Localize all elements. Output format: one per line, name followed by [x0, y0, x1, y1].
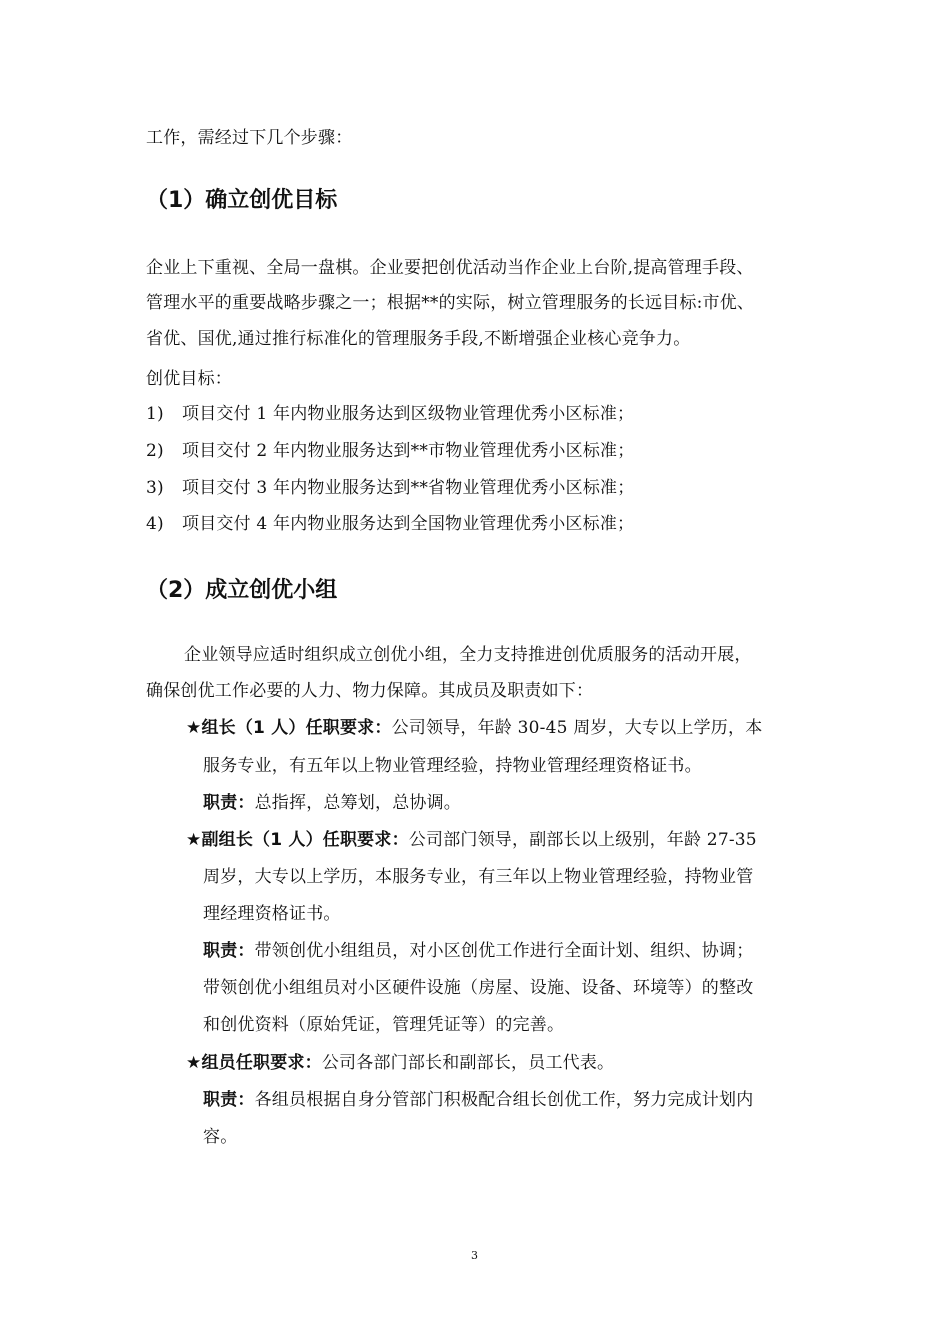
goal-number: 3) — [146, 478, 164, 498]
goal-number: 2) — [146, 441, 164, 461]
member-duty-line: 容。 — [203, 1127, 238, 1147]
member-duty-label: 职责： — [203, 1090, 255, 1110]
deputy-duty-text: 带领创优小组组员，对小区创优工作进行全面计划、组织、协调； — [254, 941, 754, 961]
leader-requirement-line — [186, 716, 762, 740]
goal-text: 项目交付 4 年内物业服务达到全国物业管理优秀小区标准； — [182, 514, 635, 534]
goals-label: 创优目标： — [146, 369, 232, 389]
leader-requirement-text: 公司领导，年龄 30-45 周岁，大专以上学历，本 — [391, 718, 763, 738]
member-duty-line — [203, 1088, 753, 1112]
leader-title: ★组长（1 人）任职要求： — [186, 718, 392, 738]
section-1-heading: （1）确立创优目标 — [146, 188, 338, 213]
section-2-paragraph-line: 企业领导应适时组织成立创优小组，全力支持推进创优质服务的活动开展， — [184, 645, 752, 665]
deputy-requirement-line: 理经理资格证书。 — [203, 904, 341, 924]
goal-text: 项目交付 1 年内物业服务达到区级物业管理优秀小区标准； — [182, 404, 635, 424]
page-number: 3 — [471, 1249, 478, 1262]
section-2-paragraph-line: 确保创优工作必要的人力、物力保障。其成员及职责如下： — [146, 681, 594, 701]
section-1-paragraph-line: 管理水平的重要战略步骤之一；根据**的实际，树立管理服务的长远目标:市优、 — [146, 293, 755, 313]
goal-item — [146, 402, 634, 426]
deputy-duty-line: 带领创优小组组员对小区硬件设施（房屋、设施、设备、环境等）的整改 — [203, 978, 754, 998]
member-requirement-text: 公司各部门部长和副部长，员工代表。 — [321, 1053, 615, 1073]
deputy-duty-label: 职责： — [203, 941, 255, 961]
goal-number: 4) — [146, 514, 164, 534]
section-1-paragraph-line: 省优、国优,通过推行标准化的管理服务手段,不断增强企业核心竞争力。 — [146, 329, 691, 349]
deputy-requirement-text: 公司部门领导，副部长以上级别，年龄 27-35 — [408, 830, 757, 850]
goal-text: 项目交付 3 年内物业服务达到**省物业管理优秀小区标准； — [182, 478, 635, 498]
deputy-duty-line: 和创优资料（原始凭证，管理凭证等）的完善。 — [203, 1015, 565, 1035]
leader-duty-text: 总指挥，总筹划，总协调。 — [254, 793, 462, 813]
goal-text: 项目交付 2 年内物业服务达到**市物业管理优秀小区标准； — [182, 441, 635, 461]
goal-item — [146, 476, 634, 500]
member-duty-text: 各组员根据自身分管部门积极配合组长创优工作，努力完成计划内 — [254, 1090, 754, 1110]
leader-duty-label: 职责： — [203, 793, 255, 813]
deputy-duty-line — [203, 939, 753, 963]
goal-item — [146, 439, 634, 463]
intro-text: 工作，需经过下几个步骤： — [146, 128, 353, 148]
leader-duty-line — [203, 791, 461, 815]
member-requirement-line — [186, 1051, 614, 1075]
goal-item — [146, 512, 634, 536]
deputy-title: ★副组长（1 人）任职要求： — [186, 830, 409, 850]
section-1-paragraph-line: 企业上下重视、全局一盘棋。企业要把创优活动当作企业上台阶,提高管理手段、 — [146, 258, 754, 278]
leader-requirement-line: 服务专业，有五年以上物业管理经验，持物业管理经理资格证书。 — [203, 756, 702, 776]
section-2-heading: （2）成立创优小组 — [146, 578, 338, 603]
member-title: ★组员任职要求： — [186, 1053, 322, 1073]
goal-number: 1) — [146, 404, 164, 424]
deputy-requirement-line: 周岁，大专以上学历，本服务专业，有三年以上物业管理经验，持物业管 — [203, 867, 754, 887]
deputy-requirement-line — [186, 828, 757, 852]
